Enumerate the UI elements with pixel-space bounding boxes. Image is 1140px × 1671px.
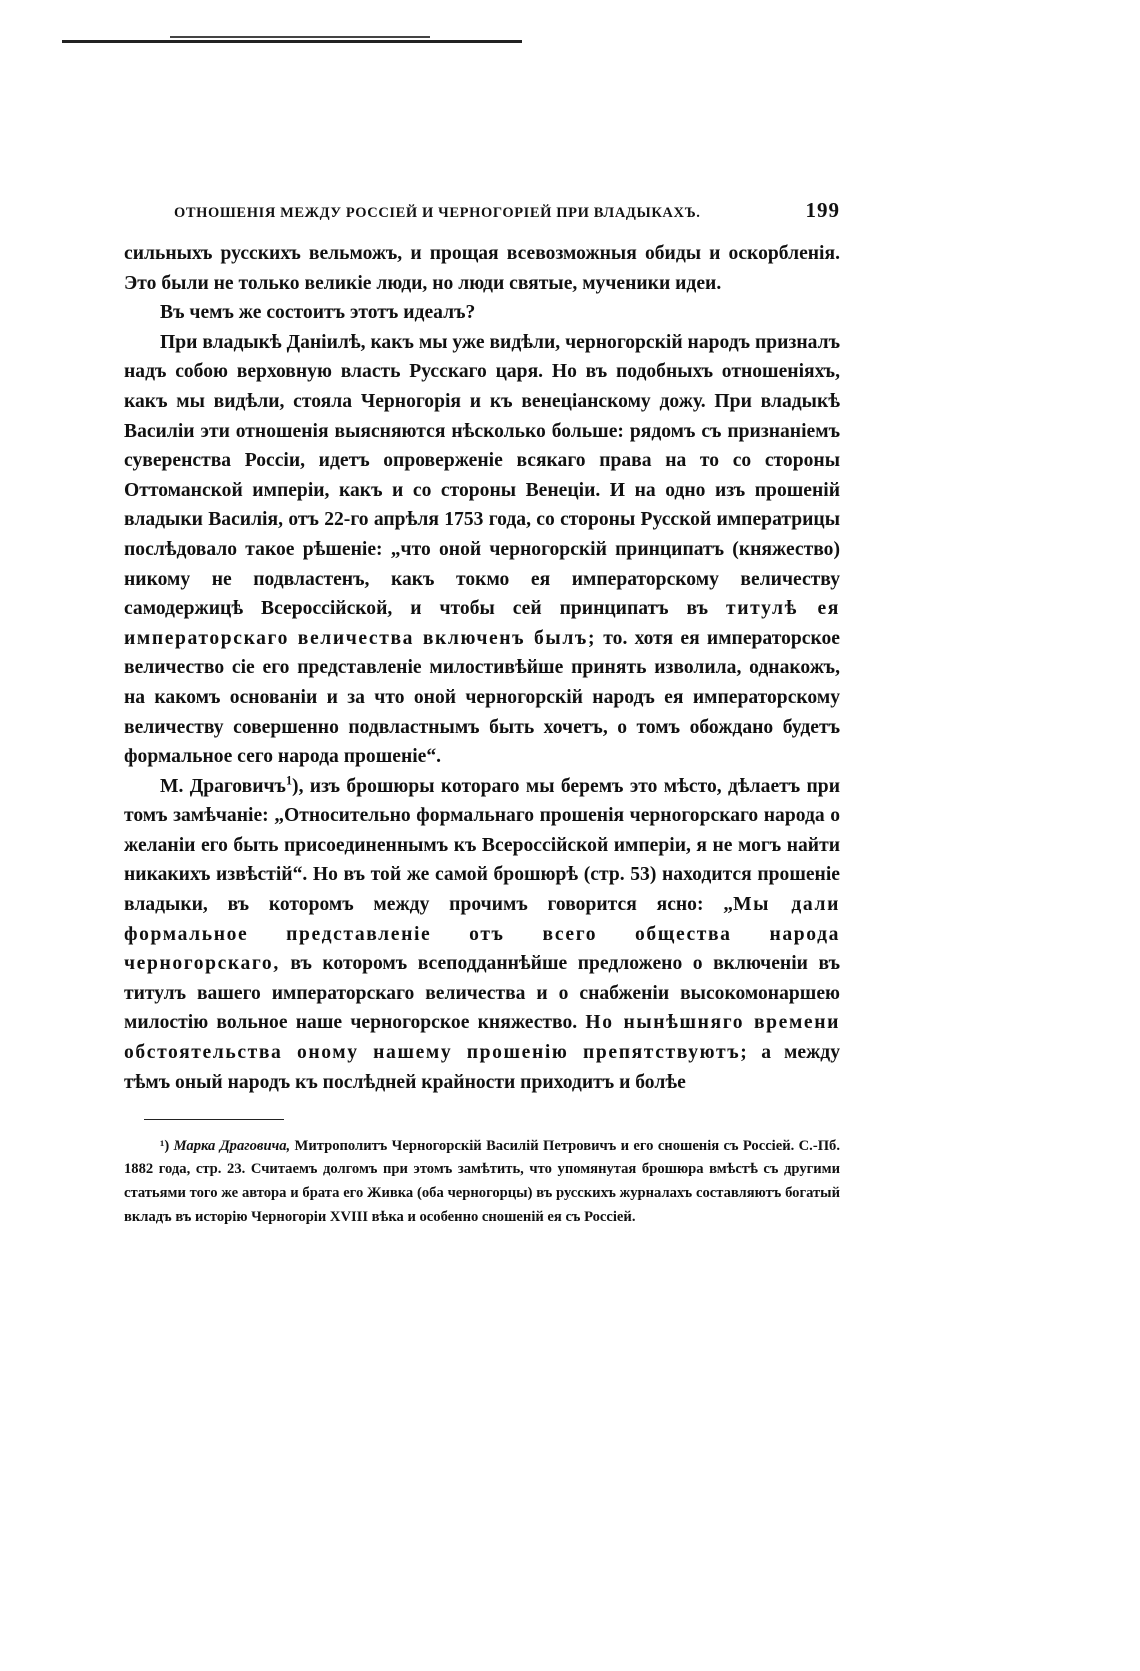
paragraph-4-spaced-quote-2: Но нынѣшняго времени обстоятельства оному нашему прошенію препятствуютъ; bbox=[124, 1012, 840, 1064]
paragraph-4-text-c: въ которомъ всеподданнѣйше предложено о включеніи въ титулъ вашего императорскаго величества и о снабженіи высокомонаршею милостію вольное наше черногорское княжество. bbox=[124, 953, 840, 1034]
paragraph-4-text-d: а между тѣмъ оный народъ къ послѣдней крайности приходитъ и болѣе bbox=[124, 1042, 840, 1093]
footnote-reference: 1 bbox=[285, 773, 293, 788]
top-scan-rule-secondary bbox=[170, 36, 430, 38]
paragraph-1: сильныхъ русскихъ вельможъ, и прощая всевозможныя обиды и оскорбленія. Это были не только великіе люди, но люди святые, мученики идеи. bbox=[124, 243, 840, 294]
paragraph-3-spaced-quote: титулѣ ея императорскаго величества включенъ былъ; bbox=[124, 598, 841, 649]
paragraph-3-text-a: При владыкѣ Даніилѣ, какъ мы уже видѣли, черногорскій народъ призналъ надъ собою верховную власть Русскаго царя. Но въ подобныхъ отношеніяхъ, какъ мы видѣли, стояла Черногорія и къ венеціанскому дожу. При владыкѣ Василіи эти отношенія выясняются нѣсколько больше: рядомъ съ признаніемъ суверенства Россіи, идетъ опроверженіе всякаго права на то со стороны Оттоманской имперіи, какъ и со стороны Венеціи. И на одно изъ прошеній владыки Василія, отъ 22-го апрѣля 1753 года, со стороны Русской императрицы послѣдовало такое рѣшеніе: „что оной черногорскій принципатъ (княжество) никому не подвластенъ, какъ токмо ея императорскому величеству самодержицѣ Всероссійской, и чтобы сей принципатъ въ bbox=[124, 331, 841, 620]
paragraph-3-text-b: то. хотя ея императорское величество сіе его представленіе милостивѣйше принять изволила, однакожъ, на какомъ основаніи и за что оной черногорскій народъ ея императорскому величеству совершенно подвластнымъ быть хочетъ, о томъ обождано будетъ формальное сего народа прошеніе“. bbox=[124, 627, 840, 768]
footnote-text: Митрополитъ Черногорскій Василій Петровичъ и его сношенія съ Россіей. С.-Пб. 1882 года, стр. 23. Считаемъ долгомъ при этомъ замѣтить, что упомянутая брошюра вмѣстѣ съ другими статьями того же автора и брата его Живка (оба черногорцы) въ русскихъ журналахъ составляютъ богатый вкладъ въ исторію Черногоріи XVIII вѣка и особенно сношеній ея съ Россіей. bbox=[124, 1137, 840, 1225]
body-text bbox=[124, 239, 840, 1097]
footnote bbox=[124, 1135, 840, 1229]
running-head bbox=[124, 198, 840, 223]
footnote-marker: ¹) bbox=[160, 1137, 170, 1154]
running-title: ОТНОШЕНІЯ МЕЖДУ РОССІЕЙ И ЧЕРНОГОРІЕЙ ПРИ ВЛАДЫКАХЪ. bbox=[174, 205, 701, 221]
paragraph-2: Въ чемъ же состоитъ этотъ идеалъ? bbox=[160, 302, 476, 324]
top-scan-rule bbox=[62, 40, 522, 43]
footnote-author: Марка Драговича, bbox=[173, 1137, 291, 1154]
book-page bbox=[124, 198, 840, 1244]
paragraph-4 bbox=[124, 772, 840, 1098]
paragraph-4-author: М. Драговичъ bbox=[160, 775, 286, 797]
paragraph-4-spaced-quote-1: Мы дали формальное представленіе отъ всего общества народа черногорскаго, bbox=[124, 894, 840, 975]
footnote-rule bbox=[144, 1119, 284, 1120]
paragraph-3 bbox=[124, 328, 840, 772]
paragraph-4-text-b: ), изъ брошюры котораго мы беремъ это мѣсто, дѣлаетъ при томъ замѣчаніе: „Относительно формальнаго прошенія черногорскаго народа о желаніи его быть присоединеннымъ къ Всероссійской имперіи, я не могъ найти никакихъ извѣстій“. Но въ той же самой брошюрѣ (стр. 53) находится прошеніе владыки, въ которомъ между прочимъ говорится ясно: „ bbox=[124, 775, 840, 916]
page-number: 199 bbox=[805, 198, 840, 222]
